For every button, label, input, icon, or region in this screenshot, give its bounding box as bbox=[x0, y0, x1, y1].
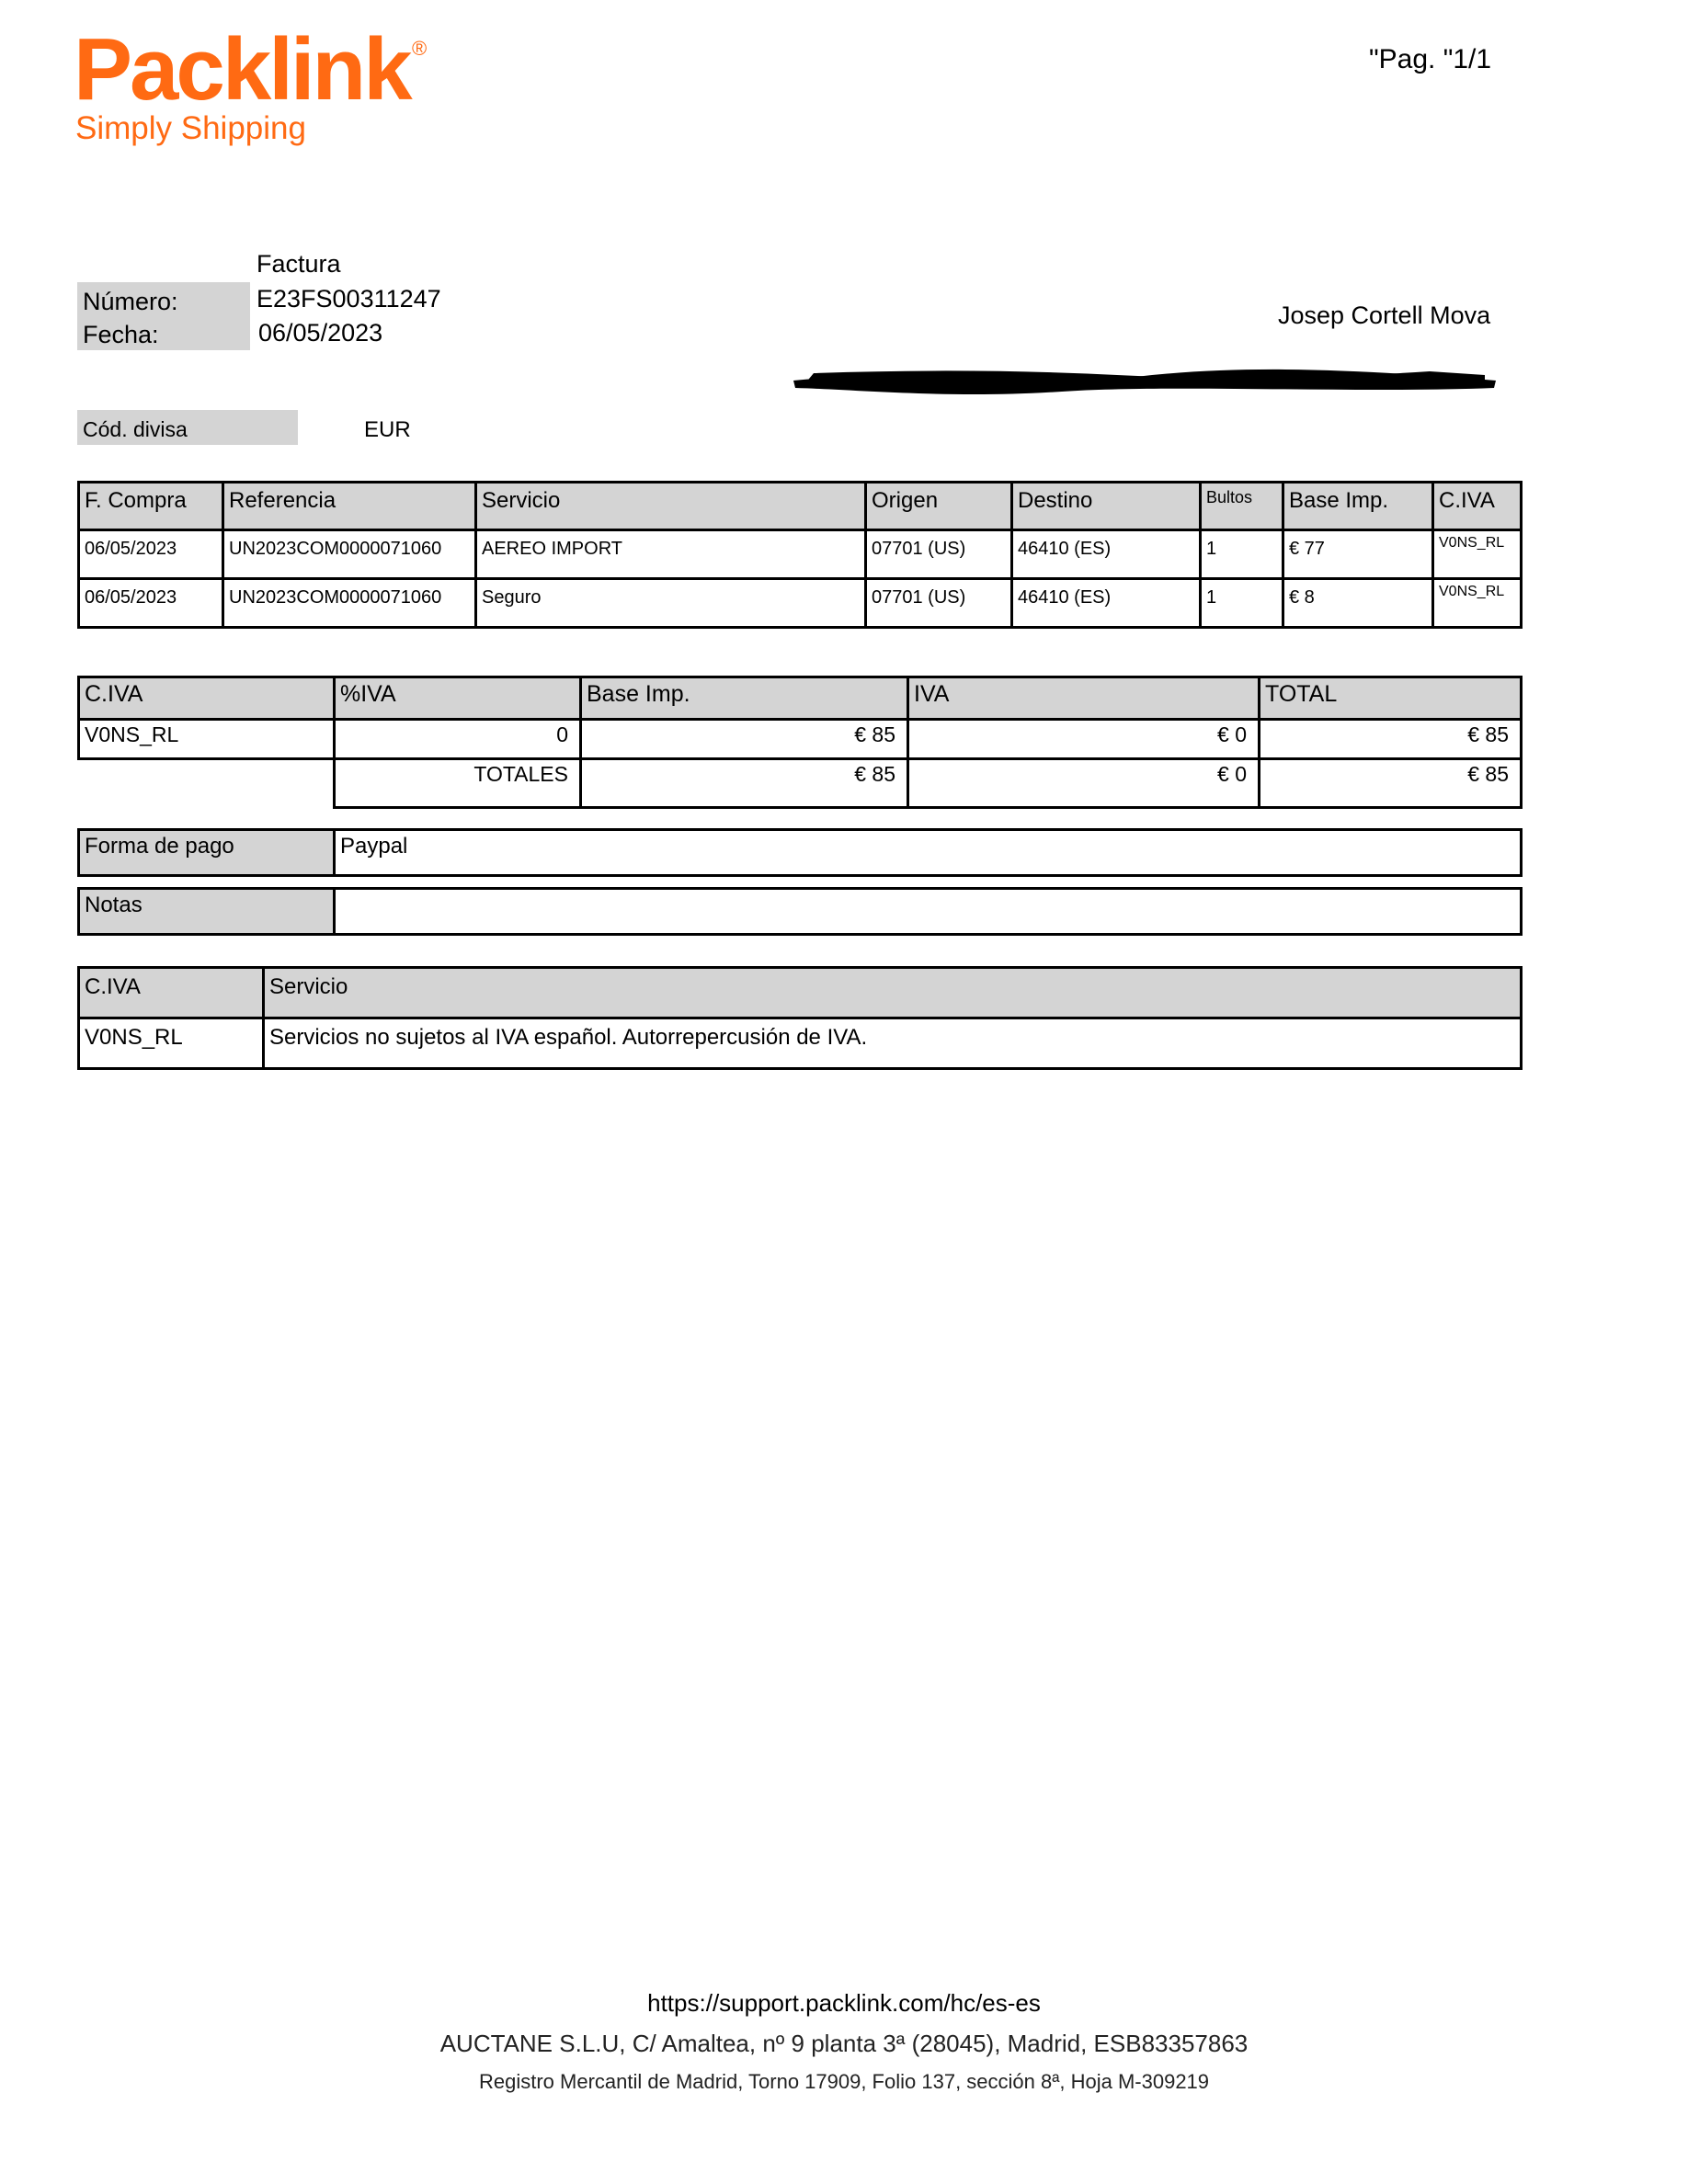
totals-label: TOTALES bbox=[335, 759, 581, 808]
payment-method-table bbox=[77, 828, 1523, 877]
column-header: Referencia bbox=[223, 483, 476, 530]
brand-registered-mark: ® bbox=[412, 37, 428, 60]
column-header: C.IVA bbox=[79, 968, 264, 1018]
table-cell: 1 bbox=[1201, 579, 1283, 628]
invoice-lines-table bbox=[77, 481, 1523, 629]
table-cell: € 0 bbox=[908, 759, 1260, 808]
column-header: C.IVA bbox=[1433, 483, 1522, 530]
table-cell: 0 bbox=[335, 720, 581, 759]
table-cell: V0NS_RL bbox=[79, 1018, 264, 1069]
column-header: Servicio bbox=[264, 968, 1522, 1018]
footer-company-info: AUCTANE S.L.U, C/ Amaltea, nº 9 planta 3ª (28045), Madrid, ESB83357863 bbox=[439, 2030, 1249, 2057]
table-cell: 06/05/2023 bbox=[79, 579, 223, 628]
table-row bbox=[79, 830, 1522, 876]
brand-logo-wordmark: Packlink bbox=[74, 20, 410, 119]
table-cell: UN2023COM0000071060 bbox=[223, 579, 476, 628]
column-header: IVA bbox=[908, 677, 1260, 720]
currency-label: Cód. divisa bbox=[83, 417, 188, 441]
currency-value: EUR bbox=[364, 417, 411, 442]
table-row bbox=[79, 1018, 1522, 1069]
table-cell: AEREO IMPORT bbox=[476, 530, 866, 579]
table-cell: 07701 (US) bbox=[866, 530, 1012, 579]
payment-method-value: Paypal bbox=[335, 830, 1522, 876]
column-header: TOTAL bbox=[1260, 677, 1522, 720]
table-header-row bbox=[79, 677, 1522, 720]
column-header: Destino bbox=[1012, 483, 1201, 530]
table-row bbox=[79, 530, 1522, 579]
footer-support-link[interactable]: https://support.packlink.com/hc/es-es bbox=[647, 1989, 1041, 2017]
invoice-date-label: Fecha: bbox=[83, 321, 159, 348]
table-cell: UN2023COM0000071060 bbox=[223, 530, 476, 579]
invoice-number-label: Número: bbox=[83, 288, 178, 315]
table-cell: € 85 bbox=[1260, 720, 1522, 759]
customer-name: Josep Cortell Mova bbox=[1278, 301, 1491, 329]
table-cell: € 85 bbox=[1260, 759, 1522, 808]
invoice-number-value: E23FS00311247 bbox=[257, 285, 441, 313]
notes-value bbox=[335, 889, 1522, 935]
tax-summary-table bbox=[77, 676, 1523, 809]
table-cell: 06/05/2023 bbox=[79, 530, 223, 579]
column-header: Base Imp. bbox=[581, 677, 908, 720]
table-cell: V0NS_RL bbox=[1433, 530, 1522, 579]
table-cell: Servicios no sujetos al IVA español. Autorrepercusión de IVA. bbox=[264, 1018, 1522, 1069]
table-cell: 46410 (ES) bbox=[1012, 530, 1201, 579]
notes-label: Notas bbox=[79, 889, 335, 935]
table-cell: 07701 (US) bbox=[866, 579, 1012, 628]
brand-tagline: Simply Shipping bbox=[75, 110, 306, 146]
table-cell: € 8 bbox=[1283, 579, 1433, 628]
table-cell: € 0 bbox=[908, 720, 1260, 759]
table-row bbox=[79, 889, 1522, 935]
column-header: Bultos bbox=[1201, 483, 1283, 530]
table-cell: V0NS_RL bbox=[1433, 579, 1522, 628]
invoice-heading: Factura bbox=[257, 250, 341, 278]
footer-registry-info: Registro Mercantil de Madrid, Torno 17909, Folio 137, sección 8ª, Hoja M-309219 bbox=[478, 2070, 1210, 2093]
address-redaction-mark bbox=[786, 366, 1503, 395]
table-cell: 1 bbox=[1201, 530, 1283, 579]
payment-method-label: Forma de pago bbox=[79, 830, 335, 876]
tax-legend-table bbox=[77, 966, 1523, 1070]
column-header: Servicio bbox=[476, 483, 866, 530]
page-indicator: "Pag. "1/1 bbox=[1369, 44, 1492, 74]
table-cell: € 85 bbox=[581, 759, 908, 808]
table-header-row bbox=[79, 968, 1522, 1018]
table-row bbox=[79, 579, 1522, 628]
column-header: F. Compra bbox=[79, 483, 223, 530]
table-cell: € 85 bbox=[581, 720, 908, 759]
column-header: Origen bbox=[866, 483, 1012, 530]
notes-table bbox=[77, 887, 1523, 936]
table-cell: € 77 bbox=[1283, 530, 1433, 579]
table-cell: V0NS_RL bbox=[79, 720, 335, 759]
table-cell: Seguro bbox=[476, 579, 866, 628]
totals-row bbox=[79, 759, 1522, 808]
column-header: %IVA bbox=[335, 677, 581, 720]
column-header: Base Imp. bbox=[1283, 483, 1433, 530]
invoice-date-value: 06/05/2023 bbox=[258, 319, 383, 347]
table-cell: 46410 (ES) bbox=[1012, 579, 1201, 628]
column-header: C.IVA bbox=[79, 677, 335, 720]
empty-cell bbox=[79, 759, 335, 808]
table-row bbox=[79, 720, 1522, 759]
table-header-row bbox=[79, 483, 1522, 530]
